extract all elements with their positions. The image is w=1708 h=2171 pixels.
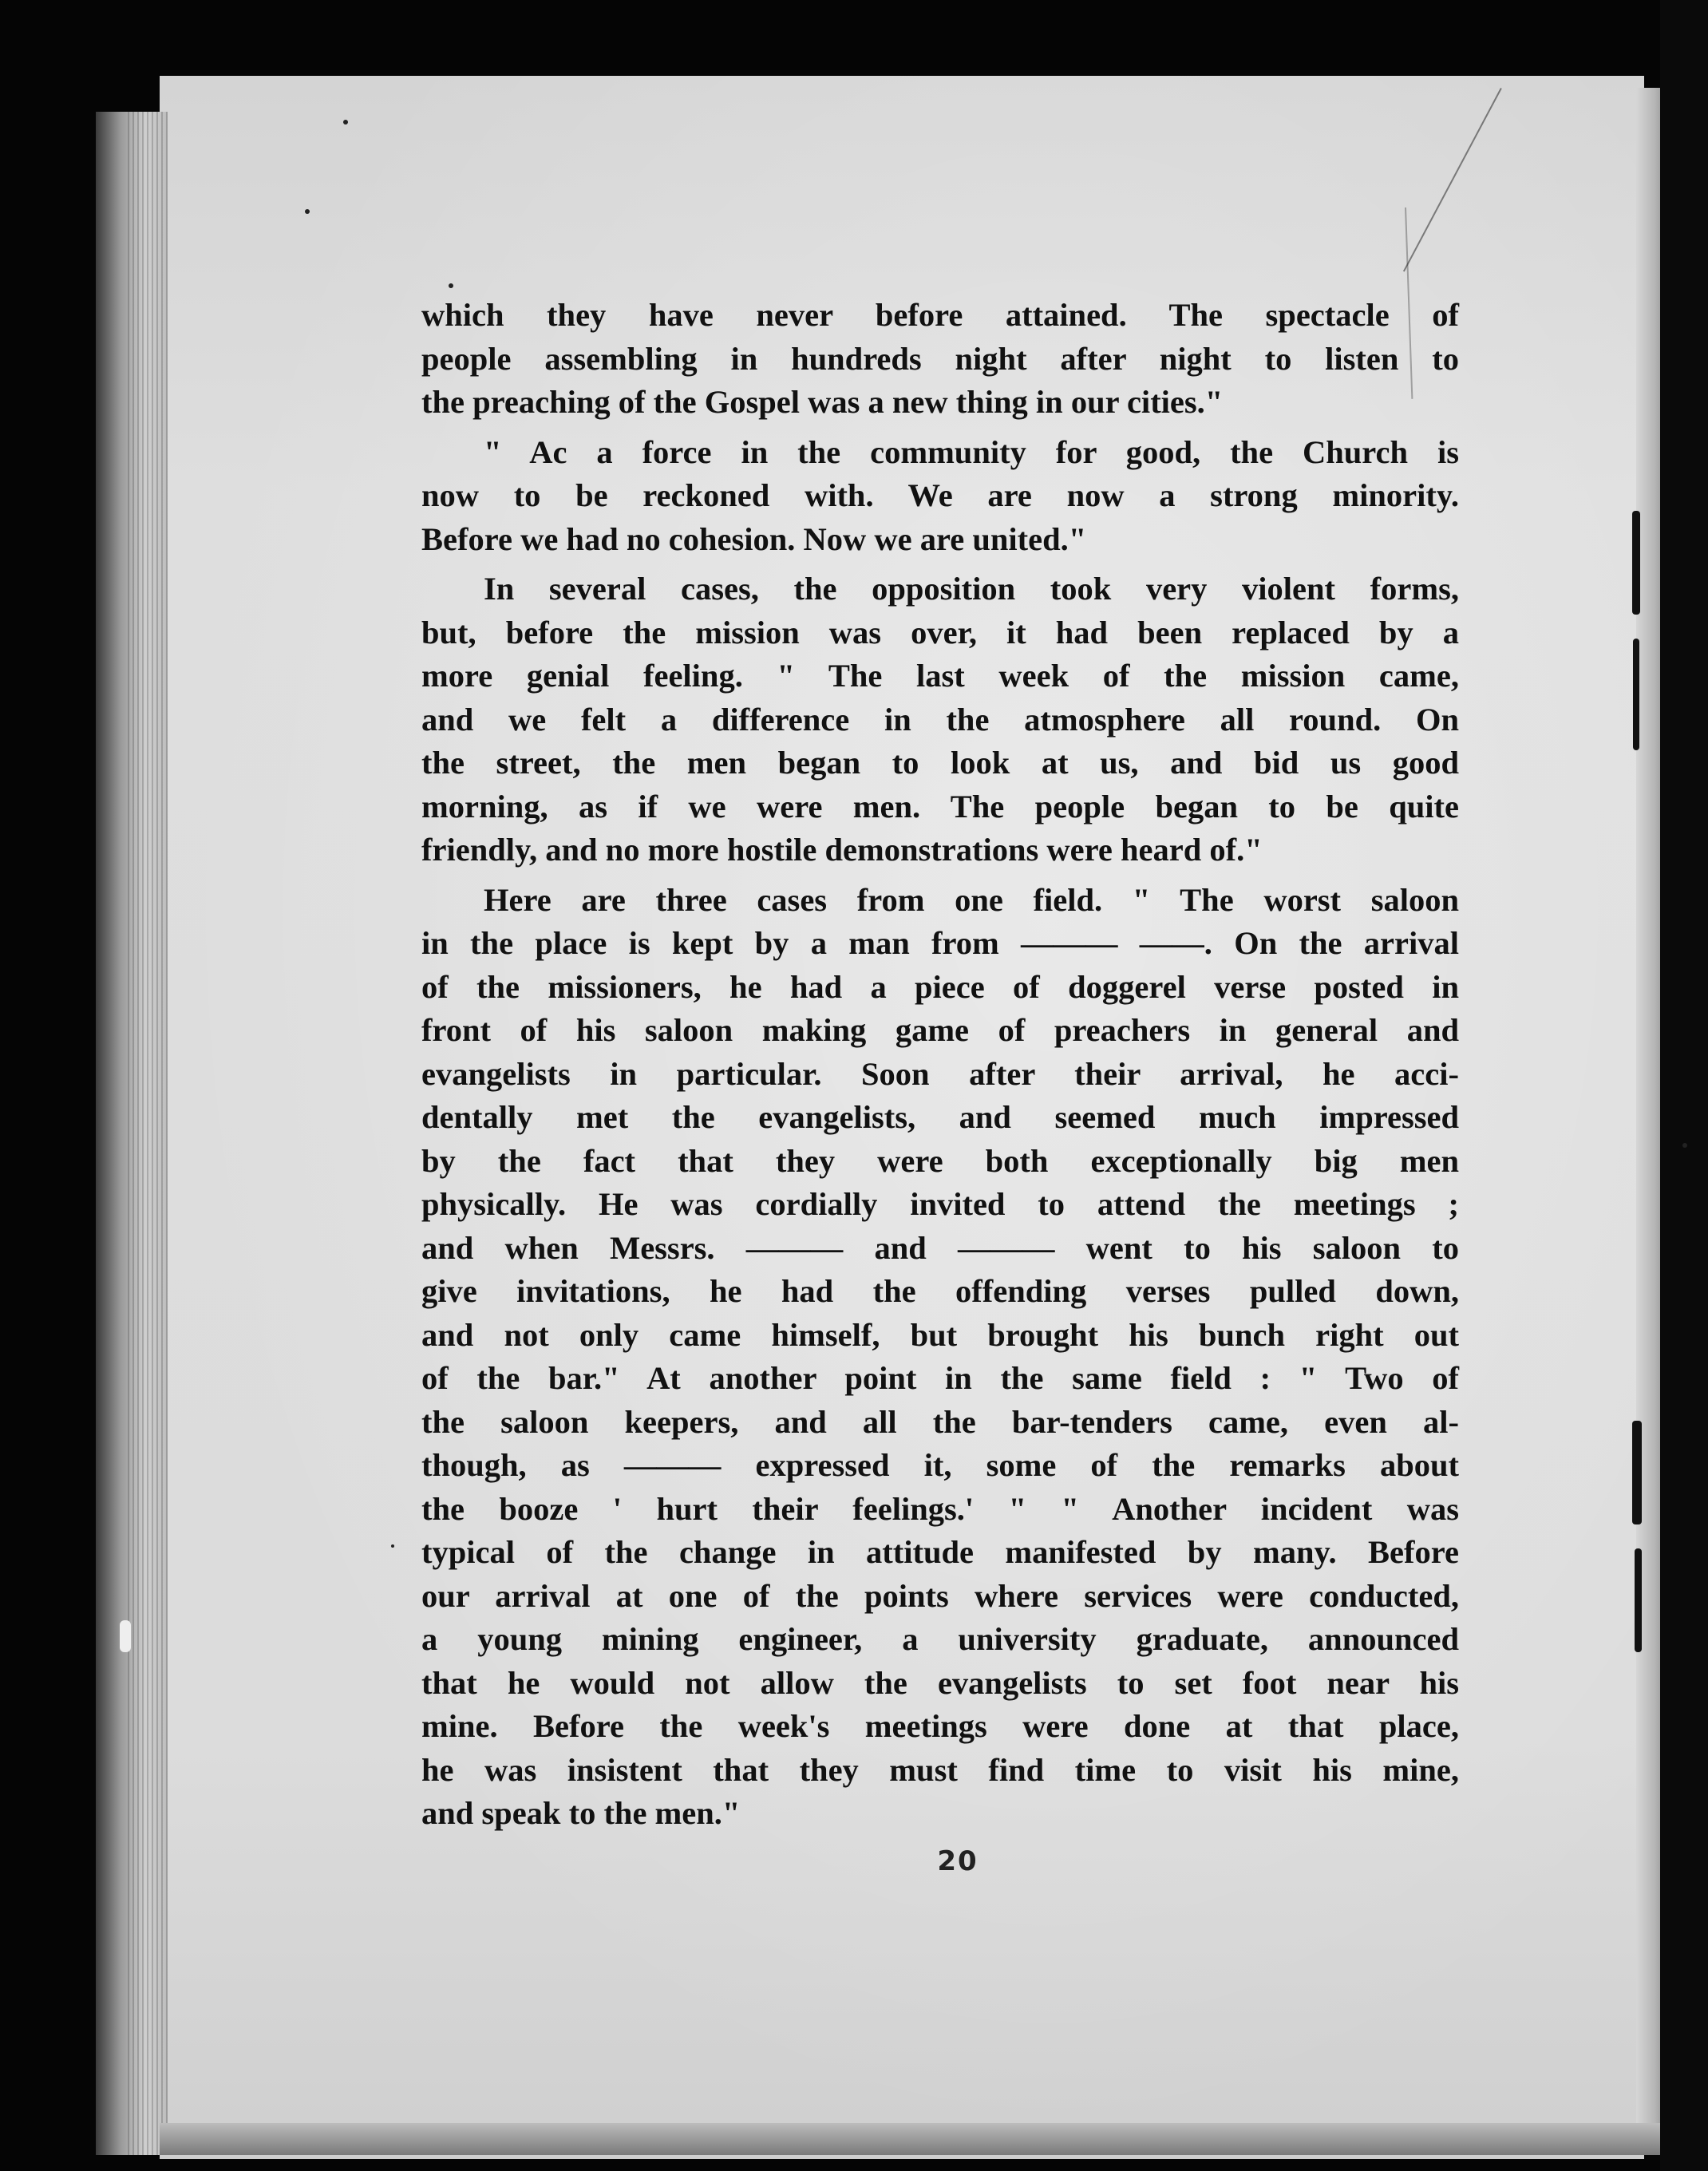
film-scratch-mark	[1632, 511, 1640, 615]
bottom-page-edge	[160, 2123, 1660, 2155]
paragraph	[421, 567, 1459, 872]
text-line: people assembling in hundreds night after night to listen to	[421, 340, 1459, 377]
text-line: give invitations, he had the offending verses pulled down,	[421, 1273, 1459, 1309]
paragraph	[421, 294, 1459, 425]
paragraph	[421, 431, 1459, 562]
text-line: which they have never before attained. The spectacle of	[421, 297, 1459, 333]
text-line: typical of the change in attitude manifested by many. Before	[421, 1534, 1459, 1570]
text-line: though, as ——— expressed it, some of the remarks about	[421, 1447, 1459, 1483]
text-line: a young mining engineer, a university graduate, announced	[421, 1621, 1459, 1657]
dust-speck	[1682, 1143, 1687, 1148]
text-line: of the bar." At another point in the same field : " Two of	[421, 1360, 1459, 1396]
text-line: and speak to the men."	[421, 1795, 741, 1831]
film-scratch-mark	[1632, 1421, 1642, 1524]
dust-speck	[449, 283, 453, 288]
text-line: our arrival at one of the points where services were conducted,	[421, 1577, 1459, 1614]
text-line: he was insistent that they must find time to visit his mine,	[421, 1751, 1459, 1788]
text-line: more genial feeling. " The last week of the mission came,	[421, 658, 1459, 694]
text-line: in the place is kept by a man from ——— ——. On the arrival	[421, 925, 1459, 961]
dust-speck	[391, 1544, 394, 1548]
text-line: now to be reckoned with. We are now a strong minority.	[421, 477, 1459, 513]
page-number: 20	[937, 1845, 979, 1877]
text-line: Before we had no cohesion. Now we are united."	[421, 520, 1087, 557]
right-border	[1660, 0, 1708, 2171]
text-line: and not only came himself, but brought his bunch right out	[421, 1316, 1459, 1353]
text-line: dentally met the evangelists, and seemed much impressed	[421, 1099, 1459, 1135]
text-line: the street, the men began to look at us, and bid us good	[421, 745, 1459, 781]
film-scratch-mark	[1633, 639, 1639, 750]
page-body-text	[421, 294, 1459, 1842]
text-line: physically. He was cordially invited to attend the meetings ;	[421, 1186, 1459, 1222]
text-line: of the missioners, he had a piece of doggerel verse posted in	[421, 968, 1459, 1005]
text-line: that he would not allow the evangelists to set foot near his	[421, 1664, 1459, 1701]
film-scratch-mark	[120, 1620, 131, 1652]
text-line: evangelists in particular. Soon after their arrival, he acci-	[421, 1055, 1459, 1092]
text-line: mine. Before the week's meetings were done at that place,	[421, 1708, 1459, 1744]
text-line: the saloon keepers, and all the bar-tenders came, even al-	[421, 1403, 1459, 1440]
text-line: but, before the mission was over, it had been replaced by a	[421, 614, 1459, 651]
dust-speck	[305, 209, 310, 214]
text-line: and when Messrs. ——— and ——— went to his saloon to	[421, 1229, 1459, 1266]
text-line: In several cases, the opposition took very violent forms,	[484, 571, 1459, 607]
text-line: by the fact that they were both exceptionally big men	[421, 1142, 1459, 1179]
text-line: Here are three cases from one field. " The worst saloon	[484, 881, 1459, 918]
text-line: " Ac a force in the community for good, the Church is	[484, 433, 1459, 470]
text-line: and we felt a difference in the atmosphere all round. On	[421, 701, 1459, 738]
text-line: front of his saloon making game of preachers in general and	[421, 1012, 1459, 1048]
paragraph	[421, 879, 1459, 1836]
dust-speck	[343, 120, 348, 125]
text-line: morning, as if we were men. The people began to be quite	[421, 788, 1459, 825]
text-line: friendly, and no more hostile demonstrations were heard of."	[421, 832, 1263, 868]
film-scratch-mark	[1635, 1548, 1642, 1652]
page-stack-edges	[128, 112, 168, 2155]
text-line: the booze ' hurt their feelings.' " " Another incident was	[421, 1490, 1459, 1527]
text-line: the preaching of the Gospel was a new thing in our cities."	[421, 384, 1224, 420]
